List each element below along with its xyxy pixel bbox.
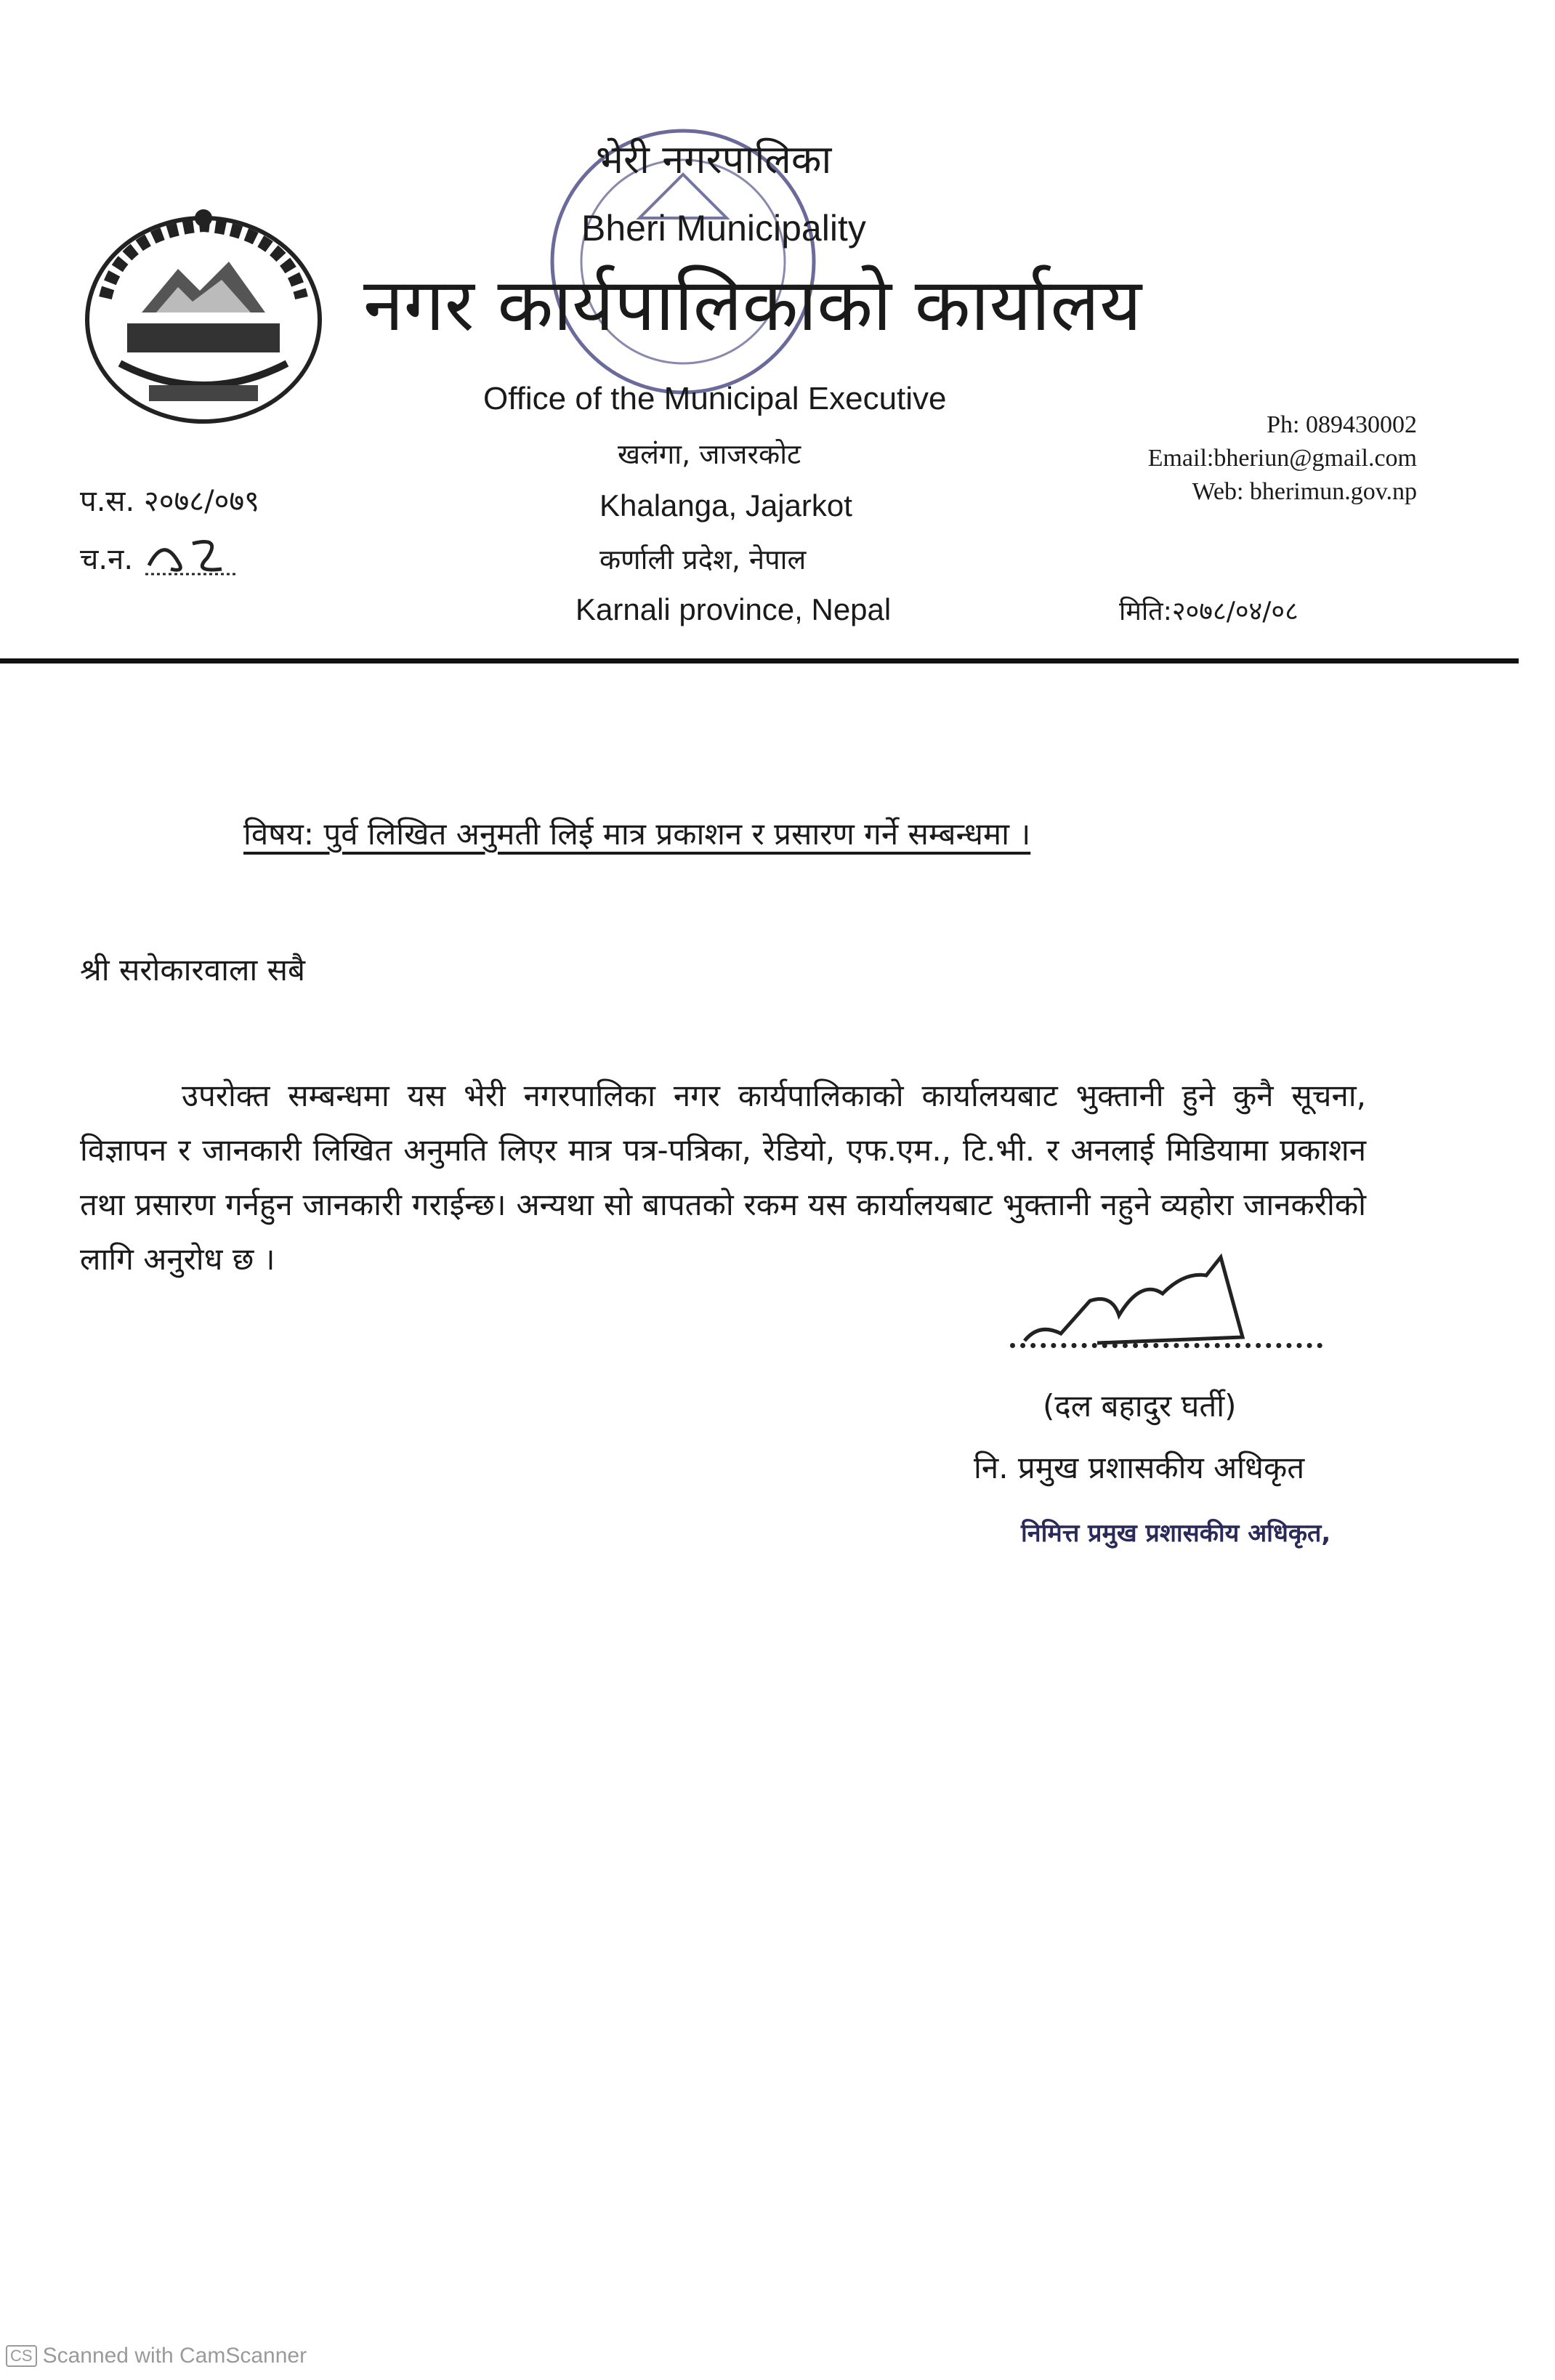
letter-salutation: श्री सरोकारवाला सबै: [80, 952, 306, 988]
reference-ps: प.स. २०७८/०७९: [80, 485, 259, 518]
address-en-line1: Khalanga, Jajarkot: [599, 488, 852, 523]
web-text: Web: bherimun.gov.np: [1192, 478, 1417, 505]
address-np-line1: खलंगा, जाजरकोट: [618, 438, 801, 470]
address-np-line2: कर्णाली प्रदेश, नेपाल: [599, 544, 807, 576]
letter-body: उपरोक्त सम्बन्धमा यस भेरी नगरपालिका नगर कार्यपालिकाको कार्यालयबाट भुक्तानी हुने कुनै सूचना, विज्ञापन र जानकारी लिखित अनुमति लिएर मात्र पत्र-पत्रिका, रेडियो, एफ.एम., टि.भी. र अनलाई मिडियामा प्रकाशन तथा प्रसारण गर्नहुन जानकारी गराईन्छ। अन्यथा सो बापतको रकम यस कार्यालयबाट भुक्तानी नहुने व्यहोरा जानकरीको लागि अनुरोध छ ।: [80, 1078, 1366, 1277]
signature-icon: [1010, 1250, 1286, 1366]
office-title-en: Office of the Municipal Executive: [483, 381, 947, 416]
letter-date: मिति:२०७८/०४/०८: [1119, 597, 1298, 626]
signatory-stamp: निमित्त प्रमुख प्रशासकीय अधिकृत,: [1021, 1519, 1331, 1548]
nepal-emblem-icon: [76, 203, 331, 429]
header-divider: [0, 658, 1519, 663]
scanner-text: Scanned with CamScanner: [42, 2344, 307, 2368]
scanner-watermark: [6, 2344, 307, 2368]
signature-line: [1010, 1336, 1322, 1348]
municipality-name-en: Bheri Municipality: [581, 208, 866, 249]
reference-cn: च.न.: [80, 543, 134, 576]
signatory-title: नि. प्रमुख प्रशासकीय अधिकृत: [974, 1450, 1305, 1485]
address-en-line2: Karnali province, Nepal: [575, 592, 892, 626]
signatory-name: (दल बहादुर घर्ती): [1043, 1388, 1237, 1424]
camscanner-icon: CS: [6, 2345, 37, 2367]
office-title-np: नगर कार्यपालिकाको कार्यालय: [363, 262, 1142, 347]
handwritten-number-icon: [142, 529, 243, 580]
municipality-name-np: भेरी नगरपालिका: [596, 137, 832, 182]
email-text: Email:bheriun@gmail.com: [1147, 445, 1417, 472]
phone-text: Ph: 089430002: [1267, 411, 1417, 438]
contact-block: [1032, 408, 1417, 509]
letter-subject: विषय: पुर्व लिखित अनुमती लिई मात्र प्रकाशन र प्रसारण गर्ने सम्बन्धमा ।: [243, 816, 1031, 852]
